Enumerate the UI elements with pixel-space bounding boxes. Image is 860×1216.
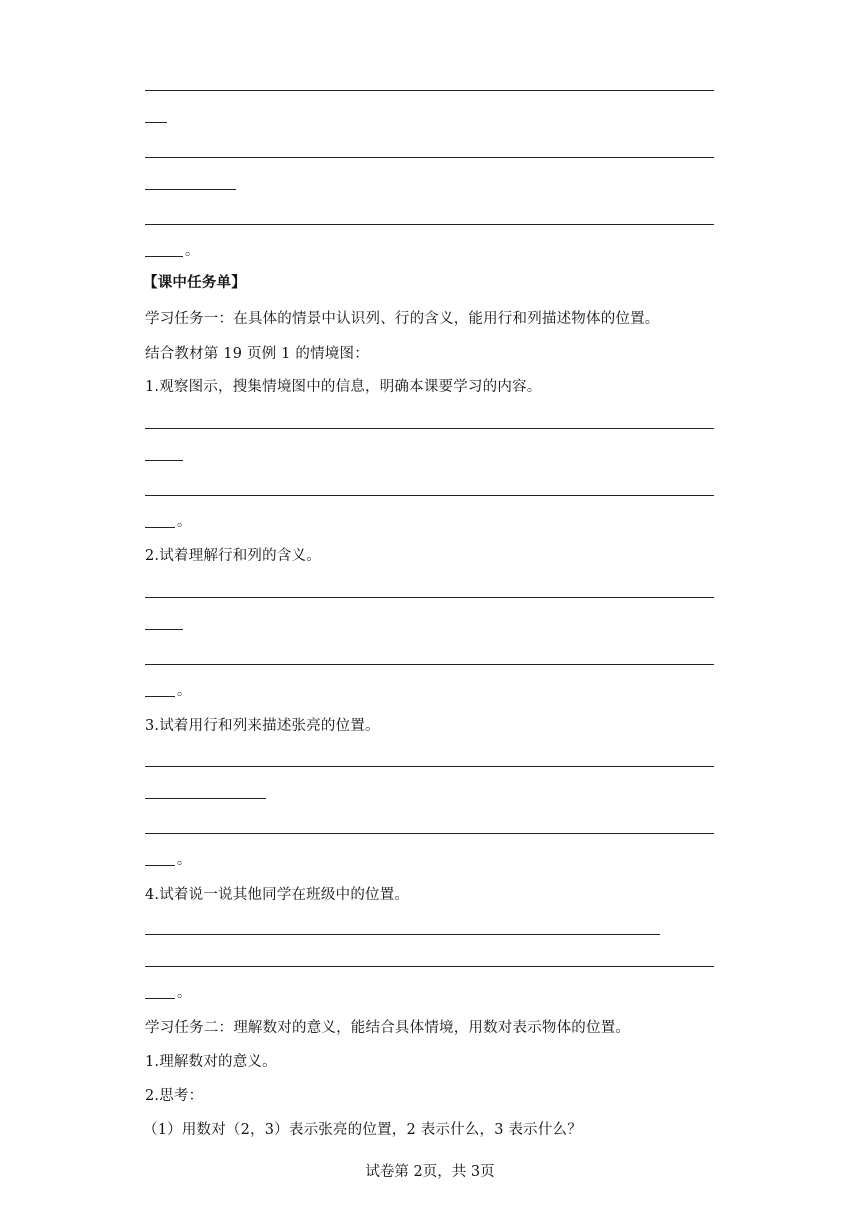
task1-question-1: 1.观察图示，搜集情境图中的信息，明确本课要学习的内容。 — [145, 379, 542, 395]
section-title: 【课中任务单】 — [143, 274, 246, 291]
answer-line-stub — [145, 110, 167, 124]
answer-line — [145, 966, 714, 967]
task1-question-2: 2.试着理解行和列的含义。 — [145, 548, 321, 564]
answer-line-stub — [145, 786, 266, 800]
answer-line — [145, 766, 714, 767]
task1-title: 学习任务一：在具体的情景中认识列、行的含义，能用行和列描述物体的位置。 — [145, 311, 660, 327]
task2-step-1: 1.理解数对的意义。 — [145, 1054, 277, 1070]
answer-line — [145, 224, 714, 225]
answer-line — [145, 664, 714, 665]
answer-line — [145, 833, 714, 834]
period: 。 — [177, 514, 191, 530]
answer-line-stub — [145, 986, 191, 1000]
answer-line-stub — [145, 244, 199, 258]
task2-step-2: 2.思考： — [145, 1088, 204, 1104]
period: 。 — [177, 852, 191, 868]
answer-line — [145, 90, 714, 91]
period: 。 — [177, 683, 191, 699]
page-footer: 试卷第 2页，共 3页 — [365, 1164, 495, 1180]
answer-line-stub — [145, 448, 183, 462]
task2-title: 学习任务二：理解数对的意义，能结合具体情境，用数对表示物体的位置。 — [145, 1020, 631, 1036]
task2-step-2-question-1: （1）用数对（2，3）表示张亮的位置，2 表示什么，3 表示什么？ — [143, 1122, 582, 1138]
answer-line-stub — [145, 684, 191, 698]
period: 。 — [185, 243, 199, 259]
answer-line-stub — [145, 515, 191, 529]
task1-context: 结合教材第 19 页例 1 的情境图： — [145, 346, 369, 362]
answer-line — [145, 934, 660, 935]
answer-line — [145, 597, 714, 598]
answer-line — [145, 428, 714, 429]
period: 。 — [177, 985, 191, 1001]
task1-question-3: 3.试着用行和列来描述张亮的位置。 — [145, 718, 380, 734]
answer-line-stub — [145, 177, 236, 191]
answer-line — [145, 157, 714, 158]
answer-line — [145, 495, 714, 496]
answer-line-stub — [145, 853, 191, 867]
answer-line-stub — [145, 617, 183, 631]
task1-question-4: 4.试着说一说其他同学在班级中的位置。 — [145, 887, 410, 903]
